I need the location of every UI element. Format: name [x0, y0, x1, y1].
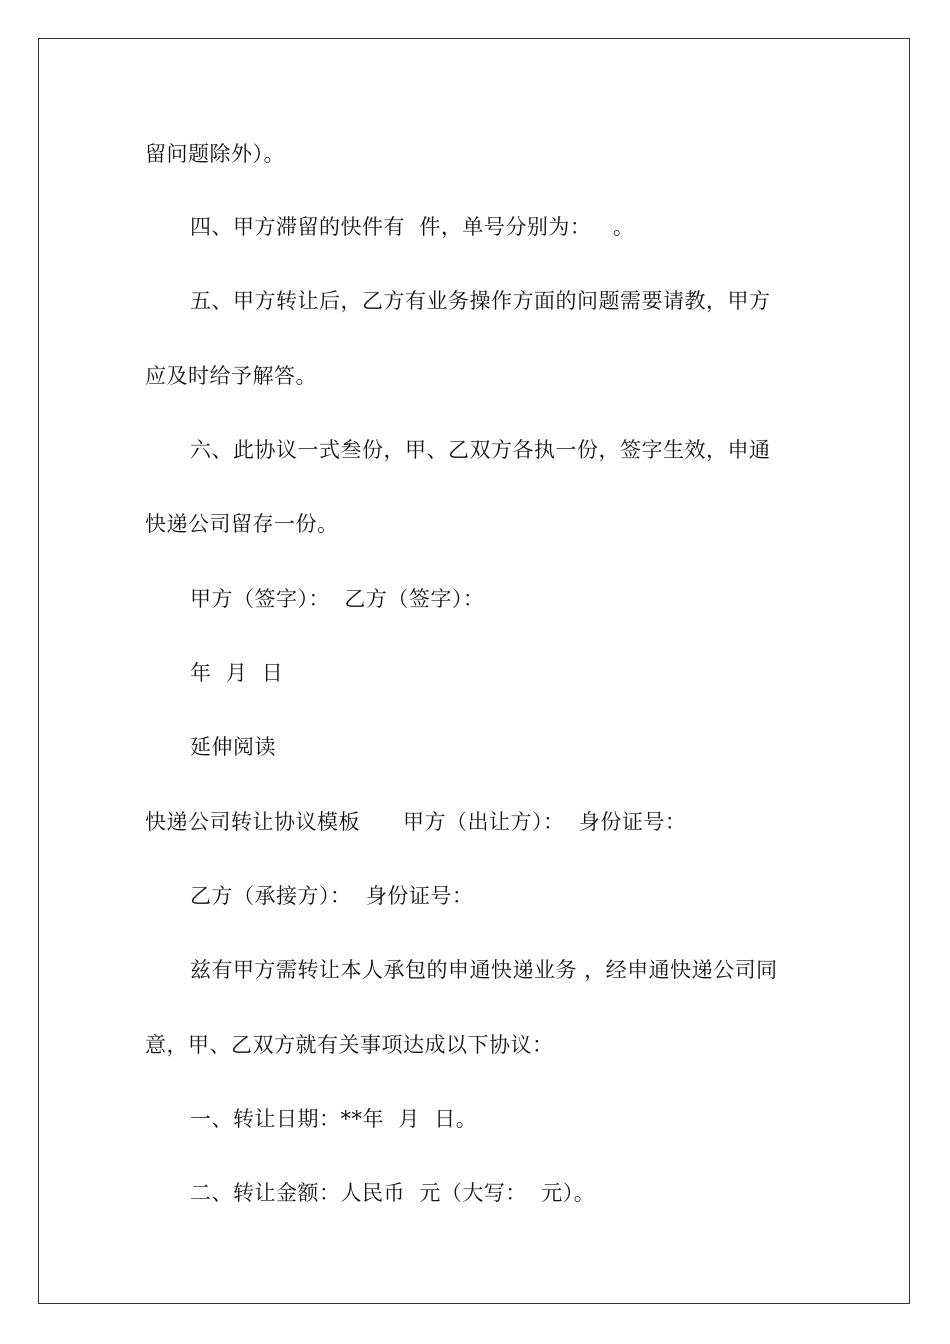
text-line: 应及时给予解答。 [145, 364, 317, 388]
text-line: 乙方（承接方）： 身份证号： [190, 884, 474, 908]
text-line: 五、甲方转让后，乙方有业务操作方面的问题需要请教，甲方 [190, 289, 771, 313]
text-line: 一、转让日期：**年 月 日。 [190, 1107, 478, 1131]
signature-line: 甲方（签字）： 乙方（签字）： [190, 587, 485, 611]
date-line: 年 月 日 [190, 661, 284, 685]
text-line: 意，甲、乙双方就有关事项达成以下协议： [145, 1033, 554, 1057]
text-line: 快递公司转让协议模板 甲方（出让方）： 身份证号： [145, 810, 687, 834]
text-line: 留问题除外）。 [145, 142, 285, 166]
text-line: 四、甲方滞留的快件有 件，单号分别为： 。 [190, 215, 635, 239]
text-line: 兹有甲方需转让本人承包的申通快递业务 ，经申通快递公司同 [190, 958, 778, 982]
text-line: 六、此协议一式叁份，甲、乙双方各执一份，签字生效，申通 [190, 438, 771, 462]
section-heading: 延伸阅读 [190, 735, 276, 759]
text-line: 二、转让金额：人民币 元（大写： 元）。 [190, 1181, 596, 1205]
text-line: 快递公司留存一份。 [145, 512, 339, 536]
